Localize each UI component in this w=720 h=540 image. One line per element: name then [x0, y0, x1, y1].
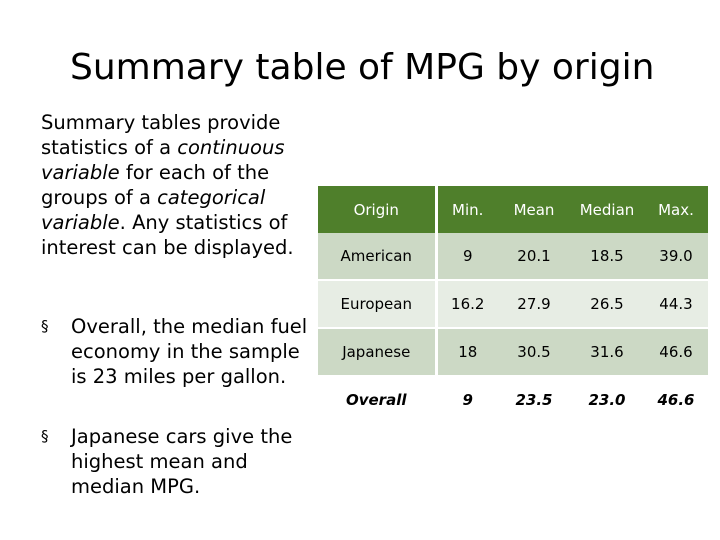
bullet-item	[41, 314, 311, 389]
intro-term-continuous: continuous variable	[41, 136, 285, 184]
intro-text: Summary tables provide statistics of a	[41, 111, 281, 159]
cell-median: 26.5	[590, 295, 624, 313]
square-bullet-icon: §	[41, 317, 49, 335]
cell-origin: Japanese	[318, 328, 436, 376]
cell-median: 23.0	[588, 391, 626, 409]
intro-term-categorical: categorical variable	[41, 186, 266, 234]
cell-min: 9	[462, 247, 473, 265]
cell-max: 39.0	[659, 247, 693, 265]
intro-text: for each of the groups of a	[41, 161, 270, 209]
bullet-text: Overall, the median fuel economy in the sample is 23 miles per gallon.	[71, 315, 308, 388]
header-origin: Origin	[318, 186, 436, 233]
table-row	[318, 328, 708, 376]
cell-mean: 30.5	[517, 343, 551, 361]
cell-min: 18	[458, 343, 478, 361]
bullet-text: Japanese cars give the highest mean and median MPG.	[71, 425, 293, 498]
header-median: Median	[579, 200, 635, 219]
cell-median: 18.5	[590, 247, 624, 265]
table-row	[318, 233, 708, 280]
bullet-item	[41, 424, 311, 499]
cell-max: 46.6	[657, 391, 695, 409]
cell-max: 44.3	[659, 295, 693, 313]
cell-mean: 23.5	[515, 391, 553, 409]
cell-mean: 27.9	[517, 295, 551, 313]
cell-min: 16.2	[451, 295, 485, 313]
table-row	[318, 280, 708, 328]
table-header-row	[318, 186, 708, 233]
summary-table	[318, 186, 708, 425]
header-min: Min.	[452, 200, 484, 219]
bullet-list	[41, 314, 311, 534]
intro-text: . Any statistics of interest can be displayed.	[41, 211, 294, 259]
square-bullet-icon: §	[41, 427, 49, 445]
cell-origin: American	[318, 233, 436, 280]
intro-paragraph	[41, 110, 309, 260]
cell-origin: Overall	[318, 376, 436, 424]
header-mean: Mean	[513, 200, 555, 219]
header-max: Max.	[658, 200, 694, 219]
cell-mean: 20.1	[517, 247, 551, 265]
cell-max: 46.6	[659, 343, 693, 361]
cell-median: 31.6	[590, 343, 624, 361]
table-row-overall	[318, 376, 708, 424]
cell-origin: European	[318, 280, 436, 328]
cell-min: 9	[462, 391, 473, 409]
slide-title: Summary table of MPG by origin	[70, 47, 655, 88]
